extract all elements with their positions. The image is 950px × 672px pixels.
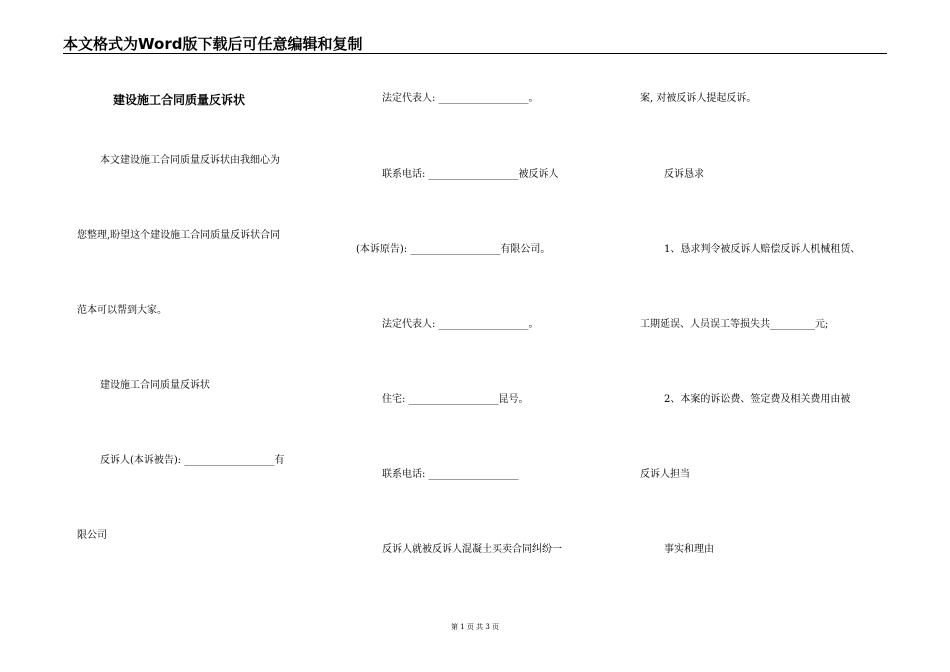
col1-line: 建设施工合同质量反诉状 [100,380,210,391]
col3-line: 事实和理由 [664,544,714,555]
document-banner: 本文格式为Word版下载后可任意编辑和复制 [63,35,363,53]
banner-divider [63,53,887,54]
page-indicator: 第 1 页 共 3 页 [450,623,500,631]
col3-line: 1、恳求判令被反诉人赔偿反诉人机械租赁、 [664,244,861,255]
col3-line: 案, 对被反诉人提起反诉。 [640,93,757,104]
col2-line: 联系电话: __________________被反诉人 [382,169,559,180]
col3-line: 工期延误、人员误工等损失共_________元; [640,319,829,330]
col2-line: 法定代表人: __________________。 [382,93,539,104]
col2-line: 反诉人就被反诉人混凝土买卖合同纠纷一 [382,544,562,555]
col2-line: 联系电话: __________________ [382,469,519,480]
col3-line: 2、本案的诉讼费、签定费及相关费用由被 [664,394,851,405]
col3-line: 反诉恳求 [664,169,704,180]
col1-line: 您整理,盼望这个建设施工合同质量反诉状合同 [77,230,281,241]
document-title: 建设施工合同质量反诉状 [113,93,246,107]
col3-line: 反诉人担当 [640,469,690,480]
col2-line: 法定代表人: __________________。 [382,319,539,330]
col1-line: 范本可以帮到大家。 [77,305,167,316]
col1-line: 限公司 [77,530,107,541]
col2-line: (本诉原告): __________________有限公司。 [356,244,551,255]
col1-line: 反诉人(本诉被告): __________________有 [100,455,285,466]
col1-line: 本文建设施工合同质量反诉状由我细心为 [100,155,280,166]
col2-line: 住宅: __________________昆号。 [382,394,529,405]
